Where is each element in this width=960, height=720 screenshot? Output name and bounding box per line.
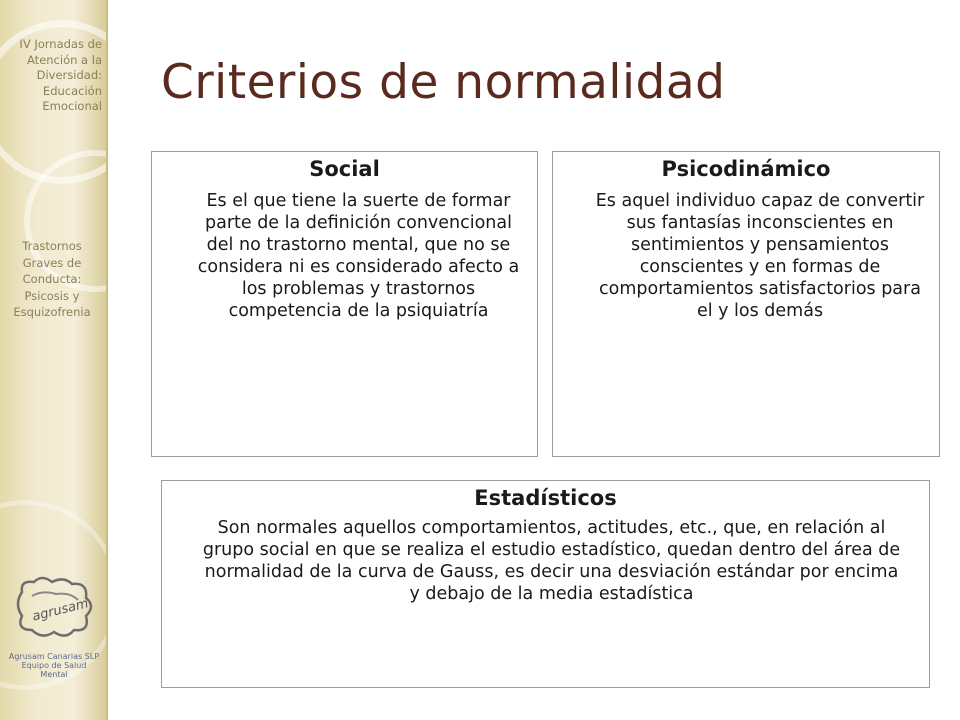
puzzle-stroke xyxy=(32,592,78,600)
box-heading: Psicodinámico xyxy=(661,157,831,181)
topic-line: Psicosis y xyxy=(24,288,80,303)
agrusam-logo xyxy=(12,572,98,644)
logo-text: agrusam xyxy=(30,596,91,625)
box-text: Son normales aquellos comportamientos, actitudes, etc., que, en relación al grupo social en que se realiza el estudio estadístico, quedan dentro del área de normalidad de la curva de Gauss, es decir una desviación estándar por encima y debajo de la media estadística xyxy=(202,518,901,604)
statistical-criterion-box xyxy=(161,480,930,688)
topic-line: Esquizofrenia xyxy=(13,305,91,319)
event-line: Diversidad: xyxy=(36,68,102,82)
caption-line: Agrusam Canarias SLP xyxy=(8,652,100,661)
caption-line: Equipo de Salud xyxy=(21,661,87,670)
social-criterion-box xyxy=(151,151,538,457)
page-title: Criterios de normalidad xyxy=(161,55,726,110)
box-heading: Social xyxy=(309,157,380,181)
psychodynamic-criterion-box xyxy=(552,151,940,457)
topic-line: Graves de xyxy=(22,255,82,270)
event-line: Atención a la xyxy=(27,52,102,67)
caption-line: Mental xyxy=(40,670,68,679)
decorative-sidebar xyxy=(0,0,108,720)
topic-line: Trastornos xyxy=(22,239,82,253)
logo-caption xyxy=(6,652,102,679)
topic-title xyxy=(0,238,104,321)
event-line: Emocional xyxy=(42,99,102,113)
box-text: Es aquel individuo capaz de convertir sus fantasías inconscientes en sentimientos y pensamientos conscientes y en formas de comportamientos satisfactorios para el y los demás xyxy=(595,191,925,321)
event-line: Educación xyxy=(42,83,102,98)
topic-line: Conducta: xyxy=(22,272,82,286)
box-heading: Estadísticos xyxy=(474,486,617,510)
box-text: Es el que tiene la suerte de formar parte de la definición convencional del no trastorno mental, que no se considera ni es considerado afecto a los problemas y trastornos competencia de la psiquiatría xyxy=(197,191,520,321)
event-title xyxy=(2,37,102,115)
event-line: IV Jornadas de xyxy=(19,37,102,51)
